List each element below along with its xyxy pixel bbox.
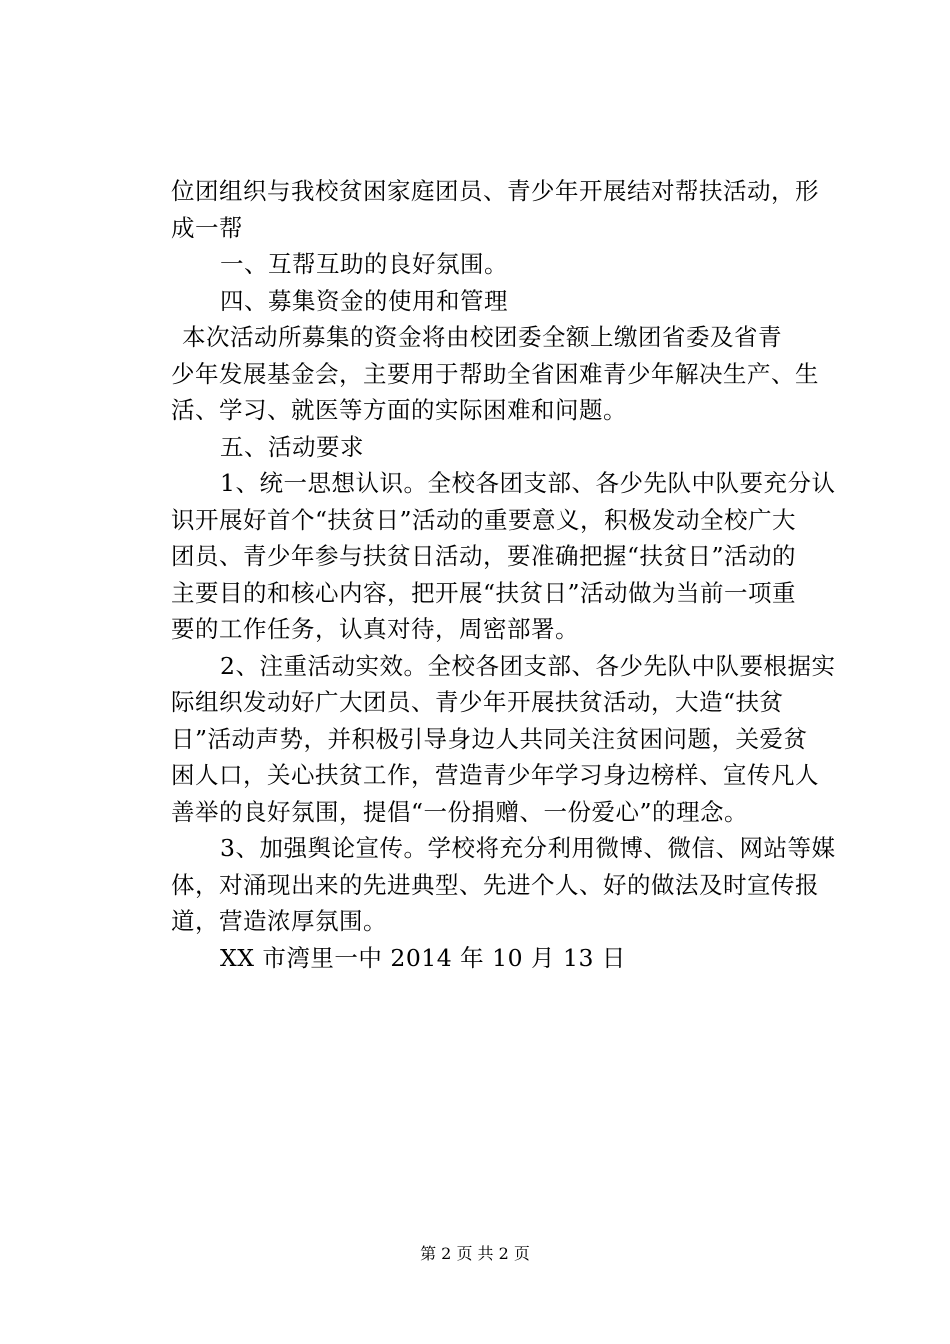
signature-date-line: XX 市湾里一中 2014 年 10 月 13 日: [220, 943, 626, 972]
section-heading: 五、活动要求: [220, 432, 364, 461]
body-line: 困人口，关心扶贫工作，营造青少年学习身边榜样、宣传凡人: [171, 761, 819, 789]
body-line: 本次活动所募集的资金将由校团委全额上缴团省委及省青: [182, 323, 782, 351]
body-line: 位团组织与我校贫困家庭团员、青少年开展结对帮扶活动，形: [171, 177, 819, 205]
body-line: 3、加强舆论宣传。学校将充分利用微博、微信、网站等媒: [220, 834, 836, 862]
body-line: 识开展好首个“扶贫日”活动的重要意义，积极发动全校广大: [171, 505, 797, 534]
body-line: 团员、青少年参与扶贫日活动，要准确把握“扶贫日”活动的: [171, 542, 797, 570]
section-heading: 一、互帮互助的良好氛围。: [220, 250, 508, 278]
page-number-footer: 第 2 页 共 2 页: [420, 1244, 530, 1263]
body-line: 2、注重活动实效。全校各团支部、各少先队中队要根据实: [220, 651, 836, 680]
body-line: 际组织发动好广大团员、青少年开展扶贫活动，大造“扶贫: [171, 688, 784, 716]
body-line: 要的工作任务，认真对待，周密部署。: [171, 615, 579, 643]
body-line: 成一帮: [171, 213, 243, 242]
body-line: 1、统一思想认识。全校各团支部、各少先队中队要充分认: [220, 469, 836, 497]
body-line: 道，营造浓厚氛围。: [171, 907, 387, 935]
body-line: 善举的良好氛围，提倡“一份捐赠、一份爱心”的理念。: [171, 797, 749, 826]
body-line: 主要目的和核心内容，把开展“扶贫日”活动做为当前一项重: [171, 578, 797, 607]
body-line: 体，对涌现出来的先进典型、先进个人、好的做法及时宣传报: [171, 870, 819, 899]
body-line: 活、学习、就医等方面的实际困难和问题。: [171, 396, 627, 424]
body-line: 日”活动声势，并积极引导身边人共同关注贫困问题，关爱贫: [171, 724, 808, 753]
section-heading: 四、募集资金的使用和管理: [220, 286, 508, 315]
body-line: 少年发展基金会，主要用于帮助全省困难青少年解决生产、生: [171, 359, 819, 388]
document-body: [171, 173, 843, 976]
